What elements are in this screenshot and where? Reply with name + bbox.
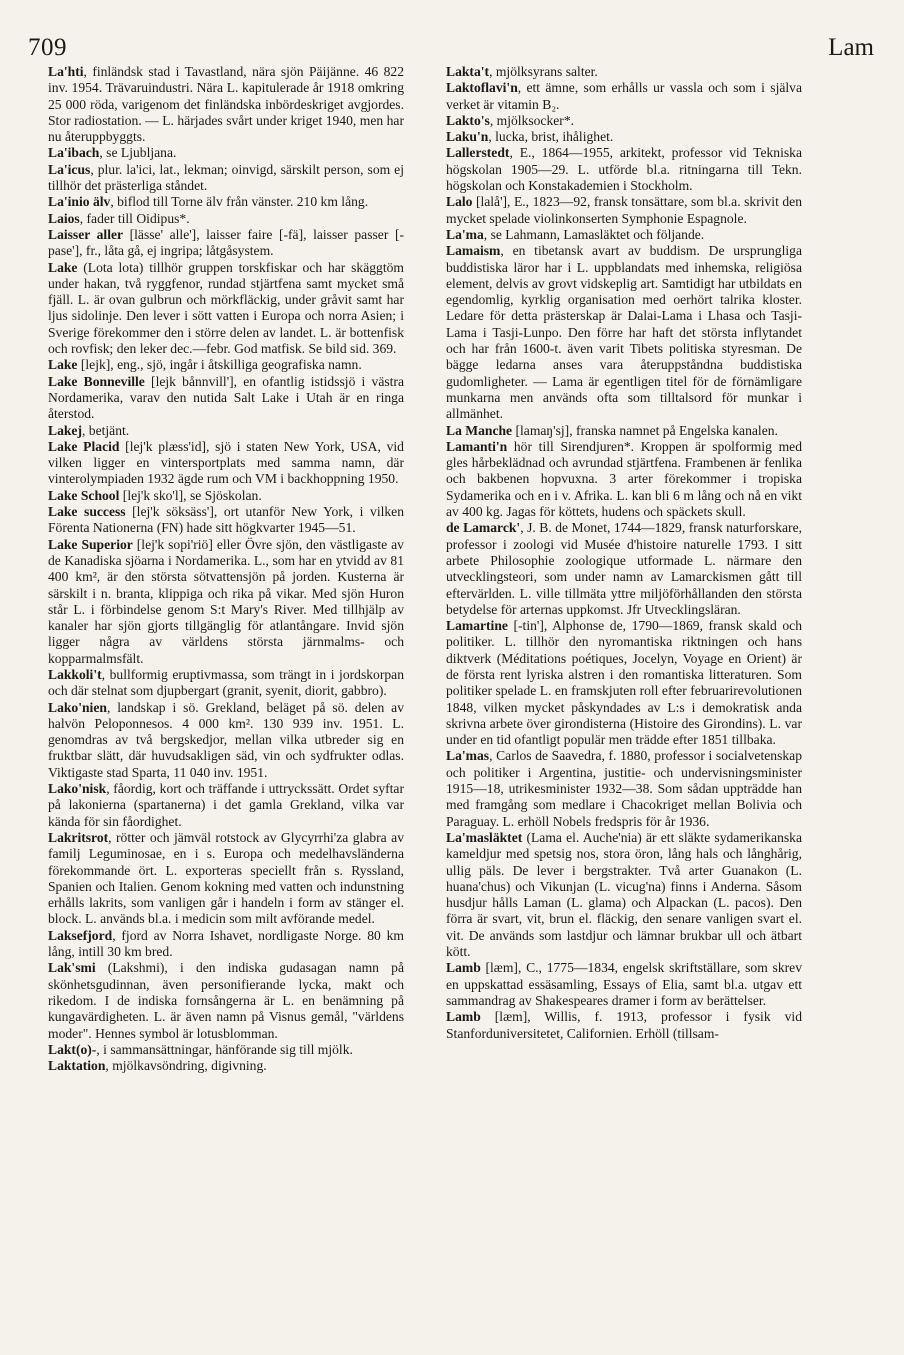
entry-definition: [læm], C., 1775—1834, engelsk skriftställare, som skrev en uppskattad essäsamling, Essays of Elia, samt bl.a. utgav ett sammandrag av Shakespeares dramer i form av berättelser. — [446, 960, 802, 1008]
dictionary-entry — [48, 488, 404, 504]
dictionary-entry — [446, 227, 802, 243]
entry-definition: (Lakshmi), i den indiska gudasagan namn på skönhetsgudinnan, även personifierande lycka, makt och rikedom. I de indiska fornsångerna är L. en benämning på kungavärdigheten. L. är även namn på Visnus gemål, "världens moder". Hennes symbol är lotusblomman. — [48, 960, 404, 1041]
left-column — [48, 64, 404, 1074]
entry-headword: Laktoflavi'n — [446, 80, 518, 96]
entry-definition: , biflod till Torne älv från vänster. 210 km lång. — [110, 194, 369, 210]
dictionary-entry — [48, 211, 404, 227]
dictionary-entry — [48, 960, 404, 1041]
entry-definition: [lejk bånnvill'], en ofantlig istidssjö i västra Nordamerika, varav den nutida Salt Lake i Utah är en ringa återstod. — [48, 373, 404, 422]
entry-definition: [lalå'], E., 1823—92, fransk tonsättare, som bl.a. skrivit den mycket spelade violinkonserten Symphonie Espagnole. — [446, 194, 802, 226]
entry-headword: Lake Placid — [48, 438, 120, 454]
entry-definition: [lej'k söksäss'], ort utanför New York, i vilken Förenta Nationerna (FN) hade sitt högkvarter 1945—51. — [48, 504, 404, 536]
dictionary-entry — [48, 145, 404, 161]
dictionary-entry — [48, 423, 404, 439]
dictionary-entry — [446, 423, 802, 439]
dictionary-entry — [446, 64, 802, 80]
dictionary-entry — [446, 830, 802, 960]
dictionary-entry — [446, 129, 802, 145]
entry-headword: Lamartine — [446, 618, 508, 634]
dictionary-entry — [48, 1058, 404, 1074]
entry-headword: Lakej — [48, 422, 82, 438]
entry-definition: [-tin'], Alphonse de, 1790—1869, fransk skald och politiker. L. tillhör den nyromantiska riktningen och hans diktverk (Méditations poétiques, Jocelyn, Voyage en Orient) är de första rent lyriska alstren i den romantiska litteraturen. Som politiker spelade L. en framskjuten roll efter februarirevolutionen 1848, vilken mycket påskyndades av L:s i demokratisk anda skrivna arbete över girondisterna (Histoire des Girondins). L. var under en tid ofantligt populär men trädde efter 1851 tillbaka. — [446, 618, 802, 748]
entry-definition: (Lota lota) tillhör gruppen torskfiskar och har skäggtöm under hakan, två ryggfenor, rundad stjärtfena samt mycket små fjäll. L. är ovan gulbrun och mörkfläckig, under gråvit samt har ljus sidolinje. Den lever i sött vatten i Europa och norra Asien; i Sverige förekommer den i större delen av landet. L. är bottenfisk och rovfisk; den leker dec.—febr. God matfisk. Se bild sid. 369. — [48, 259, 404, 357]
entry-definition: , rötter och jämväl rotstock av Glycyrrhi'za glabra av familj Leguminosae, en i s. Europa och medelhavsländerna förekommande ört. L. exporteras speciellt från s. Ryssland, Spanien och Italien. Genom kokning med vatten och indunstning erhålls lakrits, som vanligen går i handeln i form av stänger el. block. L. används bl.a. i medicin som milt avförande medel. — [48, 829, 404, 927]
entry-headword: Lamaism — [446, 243, 501, 259]
dictionary-entry — [48, 667, 404, 700]
entry-headword: Laios — [48, 210, 80, 226]
page-number: 709 — [28, 34, 67, 61]
entry-headword: Lake School — [48, 487, 120, 503]
dictionary-entry — [48, 374, 404, 423]
dictionary-entry — [446, 520, 802, 618]
dictionary-entry — [446, 748, 802, 829]
entry-definition: , fjord av Norra Ishavet, nordligaste Norge. 80 km lång, intill 30 km bred. — [48, 927, 404, 960]
entry-definition: , betjänt. — [81, 422, 130, 438]
entry-headword: Laisser aller — [48, 226, 124, 242]
entry-headword: Lamb — [446, 960, 481, 976]
dictionary-entry — [446, 113, 802, 129]
entry-definition: , bullformig eruptivmassa, som trängt in i jordskorpan och där stelnat som djupbergart (granit, syenit, diorit, gabbro). — [48, 666, 404, 699]
entry-headword: La'ma — [446, 226, 484, 242]
entry-definition: , mjölkavsöndring, digivning. — [105, 1058, 267, 1074]
dictionary-entry — [48, 830, 404, 928]
dictionary-entry — [48, 781, 404, 830]
entry-headword: Laktation — [48, 1058, 106, 1074]
dictionary-entry — [48, 162, 404, 195]
entry-definition: , fader till Oidipus*. — [79, 210, 190, 226]
entry-definition: , lucka, brist, ihålighet. — [488, 129, 614, 145]
entry-definition: [lej'k plæss'id], sjö i staten New York, USA, vid vilken ligger en vintersportplats med samma namn, där vinterolympiaden 1932 ägde rum och VM i backhoppning 1950. — [48, 438, 404, 487]
entry-headword: Lakta't — [446, 64, 490, 79]
dictionary-entry — [48, 504, 404, 537]
entry-definition: [lejk], eng., sjö, ingår i åtskilliga geografiska namn. — [77, 357, 362, 373]
entry-definition: , en tibetansk avart av buddism. De ursprungliga buddistiska läror har i L. uppblandats med inhemska, religiösa element, delvis av grovt vidskeplig art. Samtidigt har utbildats en egendomlig, kyrklig organisation med oerhört talrika kloster. Ledare för detta prästerskap är Dalai-Lama i Lhasa och Tasji-Lama i Tasji-Lunpo. Den förre har haft det största inflytandet och har från 1600-t. även varit Tibets politiska styresman. De bägge ledarna anses vara återuppståndna buddistiska gudomligheter. — Lama är egentligen titel för de förnämligare munkarna men används ofta som tilltalsord för munkar i allmänhet. — [446, 243, 802, 422]
entry-headword: Lako'nien — [48, 699, 107, 715]
entry-definition: , se Lahmann, Lamasläktet och följande. — [483, 226, 705, 242]
entry-headword: La Manche — [446, 422, 513, 438]
dictionary-entry — [48, 1042, 404, 1058]
entry-definition: , i sammansättningar, hänförande sig till mjölk. — [96, 1041, 353, 1057]
entry-headword: Lak'smi — [48, 960, 96, 976]
entry-definition: , finländsk stad i Tavastland, nära sjön Päijänne. 46 822 inv. 1954. Trävaruindustri. Nära L. kapitulerade år 1918 omkring 25 000 röda, varigenom det finländska inbördeskriget avgjordes. Stor radiostation. — L. härjades svårt under kriget 1940, men har nu återuppbyggts. — [48, 64, 404, 145]
entry-headword: Lake Superior — [48, 536, 133, 552]
dictionary-entry — [446, 243, 802, 422]
entry-definition: [lässe' alle'], laisser faire [-fä], laisser passer [-pase'], fr., låta gå, ej ingripa; låtgåsystem. — [48, 226, 404, 259]
entry-headword: Laku'n — [446, 129, 489, 145]
dictionary-entry — [446, 618, 802, 748]
entry-definition: , Carlos de Saavedra, f. 1880, professor i socialvetenskap och politiker i Argentina, justitie- och undervisningsminister 1915—18, utrikesminister 1932—38. Som sådan uppträdde han med framgång som medlare i Chacokriget mellan Bolivia och Paraguay. L. erhöll Nobels fredspris för år 1936. — [446, 748, 802, 829]
entry-headword: La'ibach — [48, 145, 100, 161]
entry-headword: Lallerstedt — [446, 145, 510, 161]
entry-headword: Lake — [48, 357, 78, 373]
dictionary-entry — [48, 357, 404, 373]
entry-headword: de Lamarck' — [446, 520, 521, 536]
running-head: Lam — [828, 34, 874, 61]
entry-definition: , plur. la'ici, lat., lekman; oinvigd, särskilt person, som ej tillhör det prästerliga ståndet. — [48, 161, 404, 194]
dictionary-entry — [446, 960, 802, 1009]
entry-definition: [læm], Willis, f. 1913, professor i fysik vid Stanforduniversitetet, Californien. Erhöll (tillsam- — [446, 1009, 802, 1041]
entry-definition: , ett ämne, som erhålls ur vassla och som i själva verket är vitamin B₂. — [446, 80, 802, 112]
entry-headword: La'mas — [446, 748, 490, 764]
entry-headword: Lamb — [446, 1009, 481, 1025]
entry-headword: Lakkoli't — [48, 666, 102, 682]
entry-headword: La'inio älv — [48, 194, 111, 210]
entry-definition: [lamaŋ'sj], franska namnet på Engelska kanalen. — [512, 422, 778, 438]
right-column — [446, 64, 802, 1042]
entry-definition: , landskap i sö. Grekland, beläget på sö. delen av halvön Peloponnesos. 4 000 km². 130 939 inv. 1951. L. genomdras av två bergskedjor, mellan vilka utbreder sig en fruktbar slätt, där huvudsakligen säd, vin och sydfrukter odlas. Viktigaste stad Sparta, 11 040 inv. 1951. — [48, 699, 404, 780]
dictionary-entry — [48, 227, 404, 260]
entry-headword: Lake Bonneville — [48, 373, 145, 389]
entry-definition: hör till Sirendjuren*. Kroppen är spolformig med gles hårbeklädnad och avrundad stjärtfena. Frambenen är fenlika och bakbenen hopvuxna. 3 arter förekommer i tropiska Sydamerika och en i v. Afrika. L. kan bli 6 m lång och nå en vikt av 400 kg. Jagas för köttets, hudens och späckets skull. — [446, 438, 802, 520]
dictionary-entry — [446, 145, 802, 194]
dictionary-entry — [446, 194, 802, 227]
entry-headword: La'masläktet — [446, 829, 523, 845]
dictionary-entry — [446, 1009, 802, 1042]
entry-headword: Lakt(o)- — [48, 1041, 97, 1057]
entry-headword: Lake success — [48, 504, 126, 520]
entry-definition: , mjölksocker*. — [489, 112, 575, 128]
entry-headword: Lake — [48, 259, 78, 275]
entry-definition: , fåordig, kort och träffande i uttryckssätt. Ordet syftar på lakonierna (spartanerna) i det gamla Grekland, vilka var kända för sin fåordighet. — [48, 781, 404, 829]
entry-headword: La'hti — [48, 64, 84, 79]
entry-headword: Lalo — [446, 194, 473, 210]
entry-headword: Lakto's — [446, 112, 490, 128]
dictionary-entry — [48, 700, 404, 781]
entry-headword: La'icus — [48, 161, 91, 177]
entry-definition: , se Ljubljana. — [99, 145, 177, 161]
entry-headword: Lamanti'n — [446, 438, 508, 454]
dictionary-entry — [48, 64, 404, 145]
entry-headword: Lakritsrot — [48, 829, 109, 845]
entry-definition: , mjölksyrans salter. — [489, 64, 598, 79]
dictionary-entry — [48, 928, 404, 961]
entry-definition: [lej'k sopi'riö] eller Övre sjön, den västligaste av de Kanadiska sjöarna i Nordamerika. L., som har en ytvidd av 81 400 km², är den största sötvattensjön på jorden. Kusterna är särskilt i n. branta, klippiga och rika på vikar. Med sjön Huron står L. i förbindelse genom S:t Mary's River. Med tillhjälp av kanaler har sjön gjorts tillgänglig för atlantångare. Invid sjön ligger några av världens största järnmalms- och kopparmalmsfält. — [48, 536, 404, 666]
entry-definition: , E., 1864—1955, arkitekt, professor vid Tekniska högskolan 1905—29. L. utförde bl.a. ritningarna till Tekn. högskolan och Konstakademien i Stockholm. — [446, 145, 802, 194]
dictionary-entry — [446, 439, 802, 520]
entry-headword: Lako'nisk — [48, 781, 107, 797]
dictionary-entry — [48, 537, 404, 667]
entry-definition: [lej'k sko'l], se Sjöskolan. — [119, 487, 262, 503]
entry-definition: (Lama el. Auche'nia) är ett släkte sydamerikanska kameldjur med spetsig nos, stora öron, lång hals och långhårig, ullig päls. De lever i bergstrakter. Två arter Guanakon (L. huana'chus) och Vikunjan (L. vicug'na) finns i Anderna. Såsom husdjur hålls Laman (L. glama) och Alpackan (L. pacos). Den förra är svart, vit, brun el. fläckig, den senare vanligen svart el. vit. De används som lastdjur och lämnar brukbar ull och ätbart kött. — [446, 829, 802, 960]
dictionary-entry — [48, 439, 404, 488]
dictionary-entry — [48, 260, 404, 358]
entry-headword: Laksefjord — [48, 927, 113, 943]
dictionary-entry — [446, 80, 802, 113]
dictionary-entry — [48, 194, 404, 210]
entry-definition: , J. B. de Monet, 1744—1829, fransk naturforskare, professor i zoologi vid Musée d'histoire naturelle 1793. I sitt arbete Philosophie zoologique utformade L. närmare den utvecklingsteori, som under namn av Lamarckismen gått till eftervärlden. L. ville tillmäta yttre miljöförhållanden den största betydelse för arternas uppkomst. Jfr Utvecklingsläran. — [446, 520, 802, 617]
